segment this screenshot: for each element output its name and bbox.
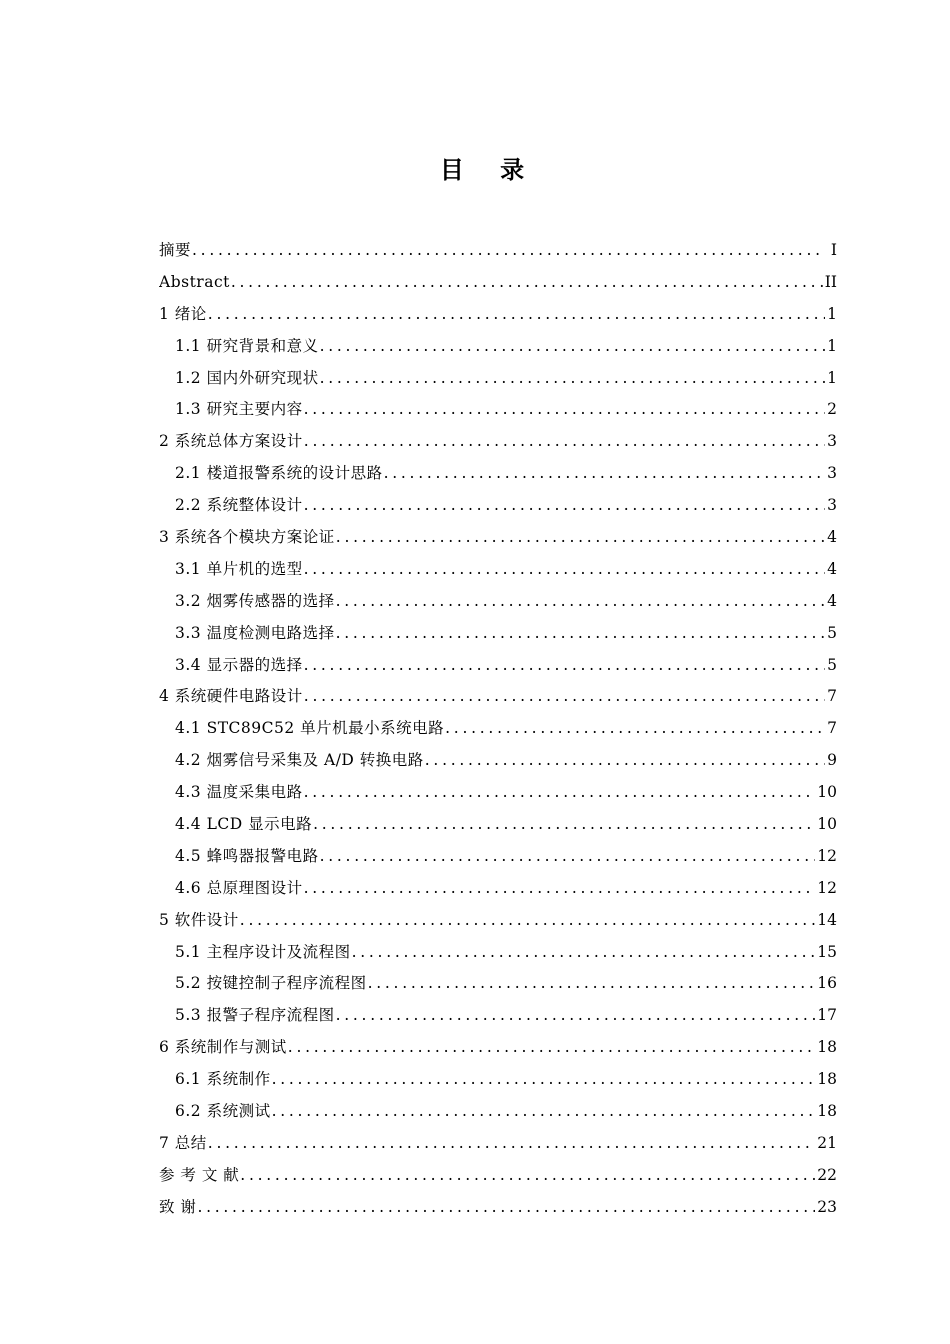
toc-dot-leader: [208, 1133, 815, 1153]
toc-entry-page-number: 12: [817, 878, 837, 897]
toc-entry-page-number: 5: [827, 623, 837, 642]
toc-entry-page-number: 21: [817, 1133, 837, 1152]
toc-entry[interactable]: [159, 649, 837, 681]
toc-entry-title: 1.3 研究主要内容: [175, 400, 303, 419]
toc-entry[interactable]: [159, 840, 837, 872]
toc-entry-title: 1.2 国内外研究现状: [175, 368, 319, 387]
toc-dot-leader: [304, 782, 816, 802]
toc-entry[interactable]: [159, 1031, 837, 1063]
toc-entry-page-number: 5: [827, 655, 837, 674]
toc-dot-leader: [208, 304, 825, 324]
toc-entry-page-number: 3: [827, 432, 837, 451]
toc-entry-title: 2.2 系统整体设计: [175, 496, 303, 515]
toc-entry-page-number: 10: [817, 814, 837, 833]
toc-entry[interactable]: [159, 1127, 837, 1159]
toc-entry-page-number: 3: [827, 496, 837, 515]
toc-entry-page-number: 1: [827, 368, 837, 387]
toc-entry-page-number: 1: [827, 336, 837, 355]
toc-entry[interactable]: [159, 489, 837, 521]
toc-dot-leader: [313, 814, 815, 834]
toc-dot-leader: [320, 336, 825, 356]
page-title: 目 录: [439, 156, 539, 184]
toc-dot-leader: [304, 655, 825, 675]
toc-entry-page-number: II: [824, 272, 837, 291]
toc-dot-leader: [304, 878, 816, 898]
toc-entry-page-number: 18: [817, 1101, 837, 1120]
toc-entry-page-number: 4: [827, 559, 837, 578]
toc-dot-leader: [445, 718, 825, 738]
toc-entry-title: 6.1 系统制作: [175, 1070, 271, 1089]
toc-entry[interactable]: [159, 967, 837, 999]
toc-entry-title: 6 系统制作与测试: [159, 1038, 287, 1057]
toc-entry-title: 3.2 烟雾传感器的选择: [175, 591, 335, 610]
toc-entry-title: 4.3 温度采集电路: [175, 783, 303, 802]
toc-entry-title: Abstract: [159, 272, 230, 291]
toc-entry[interactable]: [159, 298, 837, 330]
toc-entry-title: 4.6 总原理图设计: [175, 878, 303, 897]
toc-entry[interactable]: [159, 680, 837, 712]
toc-entry-page-number: 15: [817, 942, 837, 961]
toc-dot-leader: [368, 973, 816, 993]
toc-entry-page-number: 10: [817, 783, 837, 802]
toc-entry[interactable]: [159, 936, 837, 968]
toc-entry[interactable]: [159, 521, 837, 553]
toc-entry-title: 3.1 单片机的选型: [175, 559, 303, 578]
toc-entry-title: 致 谢: [159, 1197, 197, 1216]
toc-entry-title: 3.4 显示器的选择: [175, 655, 303, 674]
toc-entry-title: 1 绪论: [159, 304, 207, 323]
toc-entry[interactable]: [159, 1191, 837, 1223]
toc-dot-leader: [197, 1197, 815, 1217]
toc-entry-page-number: 18: [817, 1070, 837, 1089]
toc-dot-leader: [304, 431, 825, 451]
toc-entry[interactable]: [159, 776, 837, 808]
toc-entry-page-number: 7: [827, 719, 837, 738]
toc-entry-page-number: 16: [817, 974, 837, 993]
toc-entry[interactable]: [159, 1063, 837, 1095]
toc-entry-page-number: 4: [827, 527, 837, 546]
toc-entry[interactable]: [159, 872, 837, 904]
toc-dot-leader: [240, 910, 815, 930]
toc-dot-leader: [352, 942, 816, 962]
toc-entry[interactable]: [159, 999, 837, 1031]
toc-dot-leader: [240, 1165, 815, 1185]
toc-entry-page-number: 14: [817, 910, 837, 929]
toc-dot-leader: [336, 591, 825, 611]
toc-entry-page-number: 17: [817, 1006, 837, 1025]
toc-dot-leader: [231, 272, 823, 292]
table-of-contents: [159, 234, 837, 1223]
toc-dot-leader: [288, 1037, 815, 1057]
toc-dot-leader: [272, 1101, 816, 1121]
toc-entry-page-number: 4: [827, 591, 837, 610]
toc-entry[interactable]: [159, 585, 837, 617]
toc-dot-leader: [272, 1069, 816, 1089]
toc-entry-title: 5.3 报警子程序流程图: [175, 1006, 335, 1025]
toc-entry-page-number: 18: [817, 1038, 837, 1057]
toc-dot-leader: [304, 495, 825, 515]
toc-entry[interactable]: [159, 330, 837, 362]
toc-entry[interactable]: [159, 1095, 837, 1127]
toc-entry-title: 摘要: [159, 240, 192, 259]
toc-entry-page-number: 9: [827, 751, 837, 770]
toc-entry-title: 1.1 研究背景和意义: [175, 336, 319, 355]
toc-entry-title: 5.1 主程序设计及流程图: [175, 942, 351, 961]
toc-entry[interactable]: [159, 362, 837, 394]
toc-entry-title: 3 系统各个模块方案论证: [159, 527, 335, 546]
toc-entry-title: 4.4 LCD 显示电路: [175, 814, 313, 833]
toc-entry-page-number: I: [830, 240, 837, 259]
toc-entry-title: 3.3 温度检测电路选择: [175, 623, 335, 642]
toc-entry-page-number: 2: [827, 400, 837, 419]
toc-entry[interactable]: [159, 425, 837, 457]
toc-entry[interactable]: [159, 712, 837, 744]
toc-dot-leader: [336, 1005, 816, 1025]
toc-entry-title: 4 系统硬件电路设计: [159, 687, 303, 706]
toc-entry-page-number: 7: [827, 687, 837, 706]
toc-dot-leader: [425, 750, 825, 770]
toc-entry-page-number: 23: [817, 1197, 837, 1216]
toc-entry[interactable]: [159, 808, 837, 840]
toc-entry[interactable]: [159, 393, 837, 425]
toc-dot-leader: [336, 623, 825, 643]
toc-entry-title: 4.2 烟雾信号采集及 A/D 转换电路: [175, 751, 424, 770]
toc-dot-leader: [192, 240, 825, 260]
toc-entry-title: 5.2 按键控制子程序流程图: [175, 974, 367, 993]
toc-entry-title: 2 系统总体方案设计: [159, 432, 303, 451]
toc-entry-title: 4.5 蜂鸣器报警电路: [175, 846, 319, 865]
toc-entry-page-number: 22: [817, 1165, 837, 1184]
toc-dot-leader: [304, 686, 825, 706]
toc-entry-title: 2.1 楼道报警系统的设计思路: [175, 464, 383, 483]
toc-dot-leader: [304, 399, 825, 419]
toc-entry-page-number: 12: [817, 846, 837, 865]
toc-dot-leader: [304, 559, 825, 579]
toc-entry[interactable]: [159, 904, 837, 936]
toc-entry[interactable]: [159, 744, 837, 776]
toc-dot-leader: [336, 527, 825, 547]
toc-dot-leader: [320, 846, 816, 866]
toc-entry-page-number: 1: [827, 304, 837, 323]
toc-entry[interactable]: [159, 457, 837, 489]
toc-dot-leader: [384, 463, 825, 483]
toc-entry-title: 6.2 系统测试: [175, 1101, 271, 1120]
toc-entry[interactable]: [159, 553, 837, 585]
toc-entry[interactable]: [159, 266, 837, 298]
toc-entry-title: 7 总结: [159, 1133, 207, 1152]
toc-entry[interactable]: [159, 234, 837, 266]
toc-dot-leader: [320, 368, 825, 388]
toc-entry[interactable]: [159, 1159, 837, 1191]
toc-entry-title: 5 软件设计: [159, 910, 239, 929]
toc-entry-page-number: 3: [827, 464, 837, 483]
toc-entry-title: 4.1 STC89C52 单片机最小系统电路: [175, 719, 445, 738]
toc-entry-title: 参 考 文 献: [159, 1165, 240, 1184]
toc-entry[interactable]: [159, 617, 837, 649]
